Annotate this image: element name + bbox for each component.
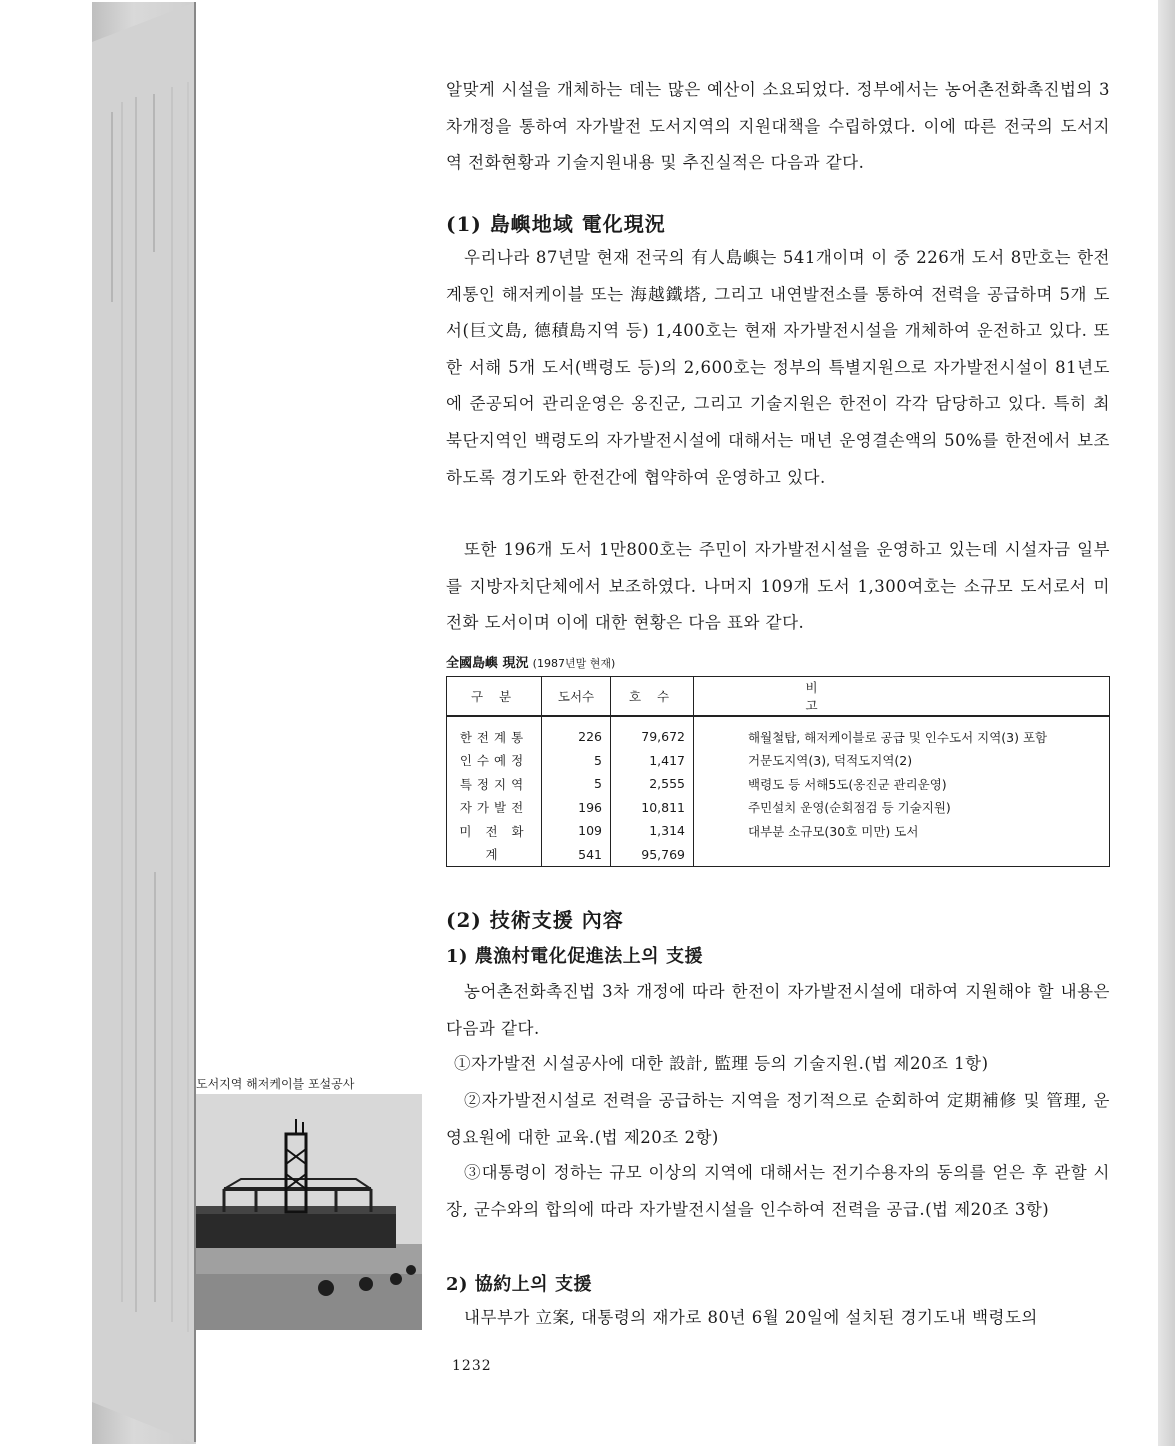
row-category: 특정지역 — [447, 772, 542, 796]
cable-laying-photo — [196, 1094, 422, 1330]
header-islands: 도서수 — [542, 677, 611, 717]
section2-2-paragraph: 내무부가 立案, 대통령의 재가로 80년 6월 20일에 설치된 경기도내 백령도의 — [464, 1308, 1038, 1327]
row-category: 한전계통 — [447, 716, 542, 749]
section2-1-paragraph: 농어촌전화촉진법 3차 개정에 따라 한전이 자가발전시설에 대하여 지원해야 할 내용은 다음과 같다. — [446, 982, 1110, 1038]
island-status-table — [446, 676, 1110, 867]
header-households: 호 수 — [611, 677, 694, 717]
row-islands: 196 — [542, 796, 611, 820]
page-edge-shadow — [1158, 0, 1175, 1446]
row-households: 79,672 — [611, 716, 694, 749]
row-islands: 5 — [542, 772, 611, 796]
photo-illustration — [196, 1094, 422, 1330]
table-row — [447, 749, 1110, 773]
section2-2-heading: 2) 協約上의 支援 — [446, 1274, 592, 1295]
table-caption — [446, 652, 615, 671]
section1-paragraph-2: 또한 196개 도서 1만800호는 주민이 자가발전시설을 운영하고 있는데 시설자금 일부를 지방자치단체에서 보조하였다. 나머지 109개 도서 1,300여호는 소규모 도서로서 미전화 도서이며 이에 대한 현황은 다음 표와 같다. — [446, 540, 1110, 633]
row-islands: 226 — [542, 716, 611, 749]
section2-heading: (2) 技術支援 內容 — [446, 908, 624, 932]
table-header-row — [447, 677, 1110, 717]
header-remarks: 비 고 — [694, 677, 1110, 717]
row-households: 10,811 — [611, 796, 694, 820]
row-islands: 109 — [542, 819, 611, 843]
table-row — [447, 716, 1110, 749]
table-total-row — [447, 843, 1110, 867]
row-category: 자가발전 — [447, 796, 542, 820]
list-item-3: ③대통령이 정하는 규모 이상의 지역에 대해서는 전기수용자의 동의를 얻은 후 관할 시장, 군수와의 합의에 따라 자가발전시설을 인수하여 전력을 공급.(법 제20조 3항) — [446, 1163, 1110, 1219]
row-remark: 해월철탑, 해저케이블로 공급 및 인수도서 지역(3) 포함 — [694, 716, 1110, 749]
row-islands: 541 — [542, 843, 611, 867]
row-remark: 주민설치 운영(순회점검 등 기술지원) — [694, 796, 1110, 820]
row-category: 인수예정 — [447, 749, 542, 773]
table-row — [447, 772, 1110, 796]
header-category: 구 분 — [447, 677, 542, 717]
page-stack-lines — [92, 2, 196, 1444]
row-category: 계 — [447, 843, 542, 867]
row-households: 95,769 — [611, 843, 694, 867]
intro-paragraph: 알맞게 시설을 개체하는 데는 많은 예산이 소요되었다. 정부에서는 농어촌전화촉진법의 3차개정을 통하여 자가발전 도서지역의 지원대책을 수립하였다. 이에 따른 전국의 도서지역 전화현황과 기술지원내용 및 추진실적은 다음과 같다. — [446, 80, 1110, 173]
photo-caption: 도서지역 해저케이블 포설공사 — [196, 1077, 355, 1091]
row-households: 1,314 — [611, 819, 694, 843]
section2-1-heading: 1) 農漁村電化促進法上의 支援 — [446, 946, 703, 967]
row-remark — [694, 843, 1110, 867]
book-page-stack — [92, 2, 196, 1444]
section1-paragraph-1: 우리나라 87년말 현재 전국의 有人島嶼는 541개이며 이 중 226개 도서 8만호는 한전계통인 해저케이블 또는 海越鐵塔, 그리고 내연발전소를 통하여 전력을 공급하며 5개 도서(巨文島, 德積島지역 등) 1,400호는 현재 자가발전시설을 개체하여 운전하고 있다. 또한 서해 5개 도서(백령도 등)의 2,600호는 정부의 특별지원으로 자가발전시설이 81년도에 준공되어 관리운영은 옹진군, 그리고 기술지원은 한전이 각각 담당하고 있다. 특히 최북단지역인 백령도의 자가발전시설에 대해서는 매년 운영결손액의 50%를 한전에서 보조하도록 경기도와 한전간에 협약하여 운영하고 있다. — [446, 248, 1110, 487]
row-households: 2,555 — [611, 772, 694, 796]
row-category: 미 전 화 — [447, 819, 542, 843]
page-number: 1232 — [452, 1358, 492, 1374]
table-row — [447, 796, 1110, 820]
row-remark: 대부분 소규모(30호 미만) 도서 — [694, 819, 1110, 843]
table-caption-title: 全國島嶼 現況 — [446, 656, 529, 671]
table-row — [447, 819, 1110, 843]
table-caption-note: (1987년말 현재) — [532, 657, 616, 670]
row-remark: 백령도 등 서해5도(옹진군 관리운영) — [694, 772, 1110, 796]
section1-heading: (1) 島嶼地域 電化現況 — [446, 212, 666, 236]
row-remark: 거문도지역(3), 덕적도지역(2) — [694, 749, 1110, 773]
list-item-2: ②자가발전시설로 전력을 공급하는 지역을 정기적으로 순회하여 定期補修 및 管理, 운영요원에 대한 교육.(법 제20조 2항) — [446, 1091, 1110, 1147]
row-islands: 5 — [542, 749, 611, 773]
row-households: 1,417 — [611, 749, 694, 773]
list-item-1: ①자가발전 시설공사에 대한 設計, 監理 등의 기술지원.(법 제20조 1항) — [454, 1054, 989, 1073]
